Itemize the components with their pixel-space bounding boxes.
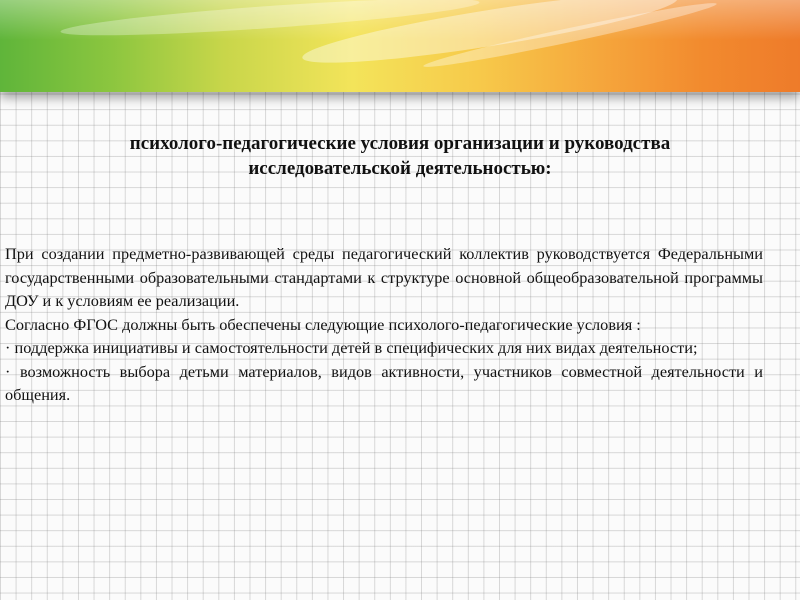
header-gradient-band (0, 0, 800, 92)
slide-body (5, 242, 763, 407)
body-paragraph-intro: При создании предметно-развивающей среды педагогический коллектив руководствуется Федеральными государственными образовательными стандартами к структуре основной общеобразовательной программы ДОУ и к условиям ее реализации. (5, 244, 763, 310)
body-paragraph-fgos: Согласно ФГОС должны быть обеспечены следующие психолого-педагогические условия : (5, 314, 641, 334)
decorative-swoosh (422, 0, 718, 73)
body-bullet-initiative: · поддержка инициативы и самостоятельности детей в специфических для них видах деятельности; (5, 338, 698, 357)
decorative-swoosh (60, 0, 481, 43)
slide-title (40, 131, 760, 181)
slide-title-line-1: психолого-педагогические условия организации и руководства (129, 133, 671, 154)
body-bullet-choice: · возможность выбора детьми материалов, видов активности, участников совместной деятельности и общения. (5, 361, 763, 404)
decorative-swoosh (300, 0, 681, 76)
slide-title-line-2: исследовательской деятельностью: (248, 158, 552, 179)
